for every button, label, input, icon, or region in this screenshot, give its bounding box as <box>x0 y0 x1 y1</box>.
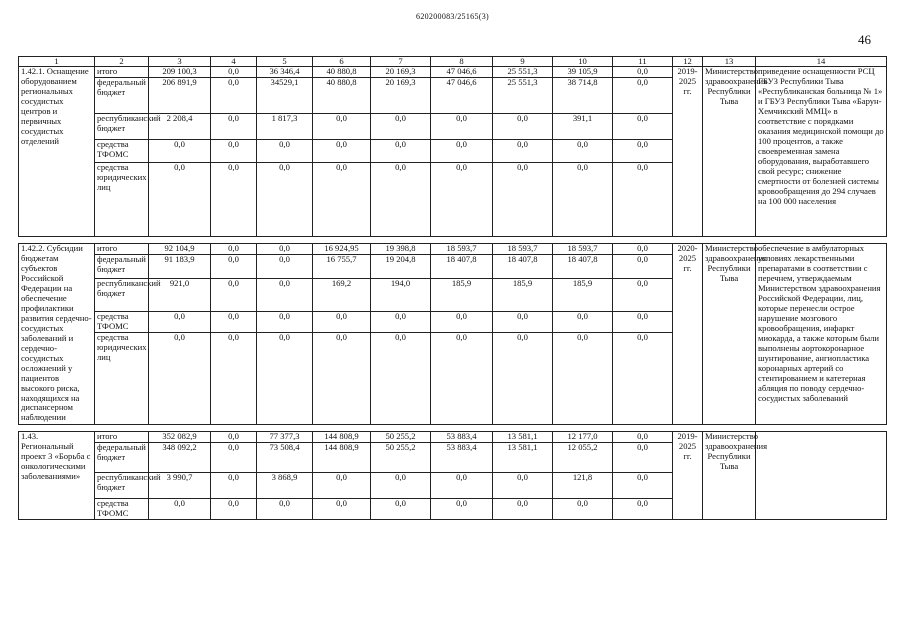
amount-cell: 0,0 <box>493 311 553 332</box>
col-header: 13 <box>703 57 756 67</box>
amount-cell: 0,0 <box>613 472 673 498</box>
amount-cell: 53 883,4 <box>431 442 493 472</box>
amount-cell: 40 880,8 <box>313 67 371 78</box>
amount-cell: 20 169,3 <box>371 77 431 113</box>
amount-cell: 12 177,0 <box>553 431 613 442</box>
amount-cell: 47 046,6 <box>431 77 493 113</box>
measure-name: 1.43. Региональный проект 3 «Борьба с онкологическими заболеваниями» <box>19 431 95 519</box>
amount-cell: 0,0 <box>613 162 673 236</box>
amount-cell: 0,0 <box>313 332 371 424</box>
amount-cell: 0,0 <box>613 77 673 113</box>
amount-cell: 209 100,3 <box>149 67 211 78</box>
amount-cell: 0,0 <box>149 139 211 162</box>
amount-cell: 0,0 <box>257 332 313 424</box>
amount-cell: 0,0 <box>431 113 493 139</box>
page-number: 46 <box>858 32 871 47</box>
amount-cell: 0,0 <box>211 243 257 254</box>
amount-cell: 16 755,7 <box>313 254 371 278</box>
col-header: 9 <box>493 57 553 67</box>
col-header: 10 <box>553 57 613 67</box>
amount-cell: 53 883,4 <box>431 431 493 442</box>
amount-cell: 0,0 <box>211 139 257 162</box>
budget-table <box>18 56 887 520</box>
amount-cell: 0,0 <box>371 162 431 236</box>
funding-source: итого <box>95 243 149 254</box>
amount-cell: 18 407,8 <box>553 254 613 278</box>
measure-name: 1.42.1. Оснащение оборудованием региональных сосудистых центров и первичных сосудистых отделений <box>19 67 95 237</box>
amount-cell: 0,0 <box>613 139 673 162</box>
amount-cell: 18 593,7 <box>431 243 493 254</box>
col-header: 2 <box>95 57 149 67</box>
amount-cell: 0,0 <box>257 162 313 236</box>
amount-cell: 1 817,3 <box>257 113 313 139</box>
amount-cell: 206 891,9 <box>149 77 211 113</box>
amount-cell: 34529,1 <box>257 77 313 113</box>
col-header: 12 <box>673 57 703 67</box>
amount-cell: 3 990,7 <box>149 472 211 498</box>
amount-cell: 0,0 <box>431 498 493 519</box>
amount-cell: 0,0 <box>431 472 493 498</box>
amount-cell: 73 508,4 <box>257 442 313 472</box>
amount-cell: 0,0 <box>313 162 371 236</box>
amount-cell: 0,0 <box>613 498 673 519</box>
amount-cell: 0,0 <box>553 162 613 236</box>
col-header: 4 <box>211 57 257 67</box>
amount-cell: 0,0 <box>211 442 257 472</box>
amount-cell: 0,0 <box>257 139 313 162</box>
amount-cell: 20 169,3 <box>371 67 431 78</box>
amount-cell: 0,0 <box>257 498 313 519</box>
col-header: 11 <box>613 57 673 67</box>
amount-cell: 0,0 <box>371 472 431 498</box>
amount-cell: 0,0 <box>493 139 553 162</box>
amount-cell: 0,0 <box>371 139 431 162</box>
document-id: 620200083/25165(3) <box>416 12 489 21</box>
amount-cell: 0,0 <box>371 332 431 424</box>
amount-cell: 121,8 <box>553 472 613 498</box>
amount-cell: 185,9 <box>553 278 613 311</box>
amount-cell: 144 808,9 <box>313 431 371 442</box>
amount-cell: 0,0 <box>313 113 371 139</box>
amount-cell: 50 255,2 <box>371 442 431 472</box>
amount-cell: 0,0 <box>257 278 313 311</box>
col-header: 6 <box>313 57 371 67</box>
amount-cell: 2 208,4 <box>149 113 211 139</box>
col-header: 3 <box>149 57 211 67</box>
amount-cell: 13 581,1 <box>493 442 553 472</box>
amount-cell: 18 593,7 <box>553 243 613 254</box>
amount-cell: 0,0 <box>371 498 431 519</box>
amount-cell: 0,0 <box>211 472 257 498</box>
amount-cell: 25 551,3 <box>493 77 553 113</box>
amount-cell: 0,0 <box>493 332 553 424</box>
amount-cell: 0,0 <box>613 431 673 442</box>
amount-cell: 0,0 <box>613 67 673 78</box>
amount-cell: 38 714,8 <box>553 77 613 113</box>
amount-cell: 0,0 <box>313 498 371 519</box>
table-row <box>19 243 887 254</box>
amount-cell: 0,0 <box>211 77 257 113</box>
amount-cell: 0,0 <box>371 113 431 139</box>
amount-cell: 0,0 <box>493 498 553 519</box>
amount-cell: 352 082,9 <box>149 431 211 442</box>
responsible-executor: Министерство здравоохранения Республики Тыва <box>703 67 756 237</box>
funding-source: республиканский бюджет <box>95 472 149 498</box>
amount-cell: 0,0 <box>493 113 553 139</box>
amount-cell: 0,0 <box>149 498 211 519</box>
amount-cell: 0,0 <box>211 332 257 424</box>
col-header: 8 <box>431 57 493 67</box>
amount-cell: 92 104,9 <box>149 243 211 254</box>
amount-cell: 77 377,3 <box>257 431 313 442</box>
amount-cell: 0,0 <box>211 67 257 78</box>
amount-cell: 0,0 <box>553 311 613 332</box>
amount-cell: 18 593,7 <box>493 243 553 254</box>
amount-cell: 185,9 <box>431 278 493 311</box>
amount-cell: 0,0 <box>211 113 257 139</box>
amount-cell: 0,0 <box>313 472 371 498</box>
expected-result <box>756 431 887 519</box>
amount-cell: 0,0 <box>553 332 613 424</box>
responsible-executor: Министерство здравоохранения Республики Тыва <box>703 243 756 424</box>
amount-cell: 0,0 <box>431 162 493 236</box>
col-header: 14 <box>756 57 887 67</box>
funding-source: федеральный бюджет <box>95 77 149 113</box>
table-row <box>19 431 887 442</box>
funding-source: федеральный бюджет <box>95 442 149 472</box>
amount-cell: 0,0 <box>211 498 257 519</box>
amount-cell: 0,0 <box>431 139 493 162</box>
amount-cell: 39 105,9 <box>553 67 613 78</box>
amount-cell: 19 398,8 <box>371 243 431 254</box>
amount-cell: 13 581,1 <box>493 431 553 442</box>
amount-cell: 12 055,2 <box>553 442 613 472</box>
funding-source: республиканский бюджет <box>95 278 149 311</box>
amount-cell: 47 046,6 <box>431 67 493 78</box>
amount-cell: 50 255,2 <box>371 431 431 442</box>
amount-cell: 0,0 <box>553 139 613 162</box>
amount-cell: 0,0 <box>149 162 211 236</box>
amount-cell: 0,0 <box>313 311 371 332</box>
amount-cell: 0,0 <box>553 498 613 519</box>
expected-result: приведение оснащенности РСЦ ГБУЗ Республики Тыва «Республиканская больница № 1» и ГБУЗ Республики Тыва «Барун-Хемчикский ММЦ» в соответствие с порядками оказания медицинской помощи до 100 процентов, а также своевременная замена оборудования, выработавшего свой ресурс; снижение смертности от болезней системы кровообращения до 294 случаев на 100 000 населения <box>756 67 887 237</box>
amount-cell: 0,0 <box>211 162 257 236</box>
amount-cell: 36 346,4 <box>257 67 313 78</box>
table-body <box>19 67 887 520</box>
implementation-period: 2019-2025 гг. <box>673 431 703 519</box>
funding-source: средства ТФОМС <box>95 311 149 332</box>
amount-cell: 0,0 <box>431 311 493 332</box>
amount-cell: 0,0 <box>211 311 257 332</box>
amount-cell: 185,9 <box>493 278 553 311</box>
amount-cell: 25 551,3 <box>493 67 553 78</box>
amount-cell: 18 407,8 <box>493 254 553 278</box>
amount-cell: 0,0 <box>149 332 211 424</box>
responsible-executor: Министерство здравоохранения Республики Тыва <box>703 431 756 519</box>
funding-source: федеральный бюджет <box>95 254 149 278</box>
funding-source: средства юридических лиц <box>95 332 149 424</box>
amount-cell: 19 204,8 <box>371 254 431 278</box>
amount-cell: 0,0 <box>431 332 493 424</box>
amount-cell: 0,0 <box>613 442 673 472</box>
amount-cell: 194,0 <box>371 278 431 311</box>
funding-source: итого <box>95 67 149 78</box>
amount-cell: 0,0 <box>613 243 673 254</box>
amount-cell: 0,0 <box>149 311 211 332</box>
expected-result: обеспечение в амбулаторных условиях лекарственными препаратами в соответствии с перечнем, утверждаемым Министерством здравоохранения Российской Федерации, лиц, которые перенесли острое нарушение мозгового кровообращения, инфаркт миокарда, а также которым были выполнены аортокоронарное шунтирование, ангиопластика коронарных артерий со стентированием и катетерная абляция по поводу сердечно-сосудистых заболеваний <box>756 243 887 424</box>
implementation-period: 2020-2025 гг. <box>673 243 703 424</box>
amount-cell: 169,2 <box>313 278 371 311</box>
amount-cell: 18 407,8 <box>431 254 493 278</box>
col-header: 5 <box>257 57 313 67</box>
col-header: 1 <box>19 57 95 67</box>
col-header: 7 <box>371 57 431 67</box>
amount-cell: 0,0 <box>493 162 553 236</box>
amount-cell: 0,0 <box>211 431 257 442</box>
amount-cell: 0,0 <box>257 254 313 278</box>
amount-cell: 0,0 <box>613 311 673 332</box>
funding-source: средства ТФОМС <box>95 139 149 162</box>
funding-source: итого <box>95 431 149 442</box>
amount-cell: 0,0 <box>613 254 673 278</box>
amount-cell: 144 808,9 <box>313 442 371 472</box>
funding-source: средства ТФОМС <box>95 498 149 519</box>
amount-cell: 3 868,9 <box>257 472 313 498</box>
implementation-period: 2019-2025 гг. <box>673 67 703 237</box>
amount-cell: 0,0 <box>613 332 673 424</box>
funding-source: республиканский бюджет <box>95 113 149 139</box>
amount-cell: 348 092,2 <box>149 442 211 472</box>
funding-source: средства юридических лиц <box>95 162 149 236</box>
amount-cell: 0,0 <box>211 278 257 311</box>
measure-name: 1.42.2. Субсидии бюджетам субъектов Российской Федерации на обеспечение профилактики развития сердечно-сосудистых заболеваний и сердечно-сосудистых осложнений у пациентов высокого риска, находящихся на диспансерном наблюдении <box>19 243 95 424</box>
amount-cell: 0,0 <box>257 243 313 254</box>
amount-cell: 0,0 <box>257 311 313 332</box>
amount-cell: 40 880,8 <box>313 77 371 113</box>
amount-cell: 0,0 <box>613 113 673 139</box>
column-number-row <box>19 57 887 67</box>
amount-cell: 16 924,95 <box>313 243 371 254</box>
table-row <box>19 67 887 78</box>
amount-cell: 0,0 <box>371 311 431 332</box>
amount-cell: 91 183,9 <box>149 254 211 278</box>
amount-cell: 0,0 <box>313 139 371 162</box>
amount-cell: 391,1 <box>553 113 613 139</box>
amount-cell: 0,0 <box>211 254 257 278</box>
amount-cell: 921,0 <box>149 278 211 311</box>
amount-cell: 0,0 <box>613 278 673 311</box>
amount-cell: 0,0 <box>493 472 553 498</box>
